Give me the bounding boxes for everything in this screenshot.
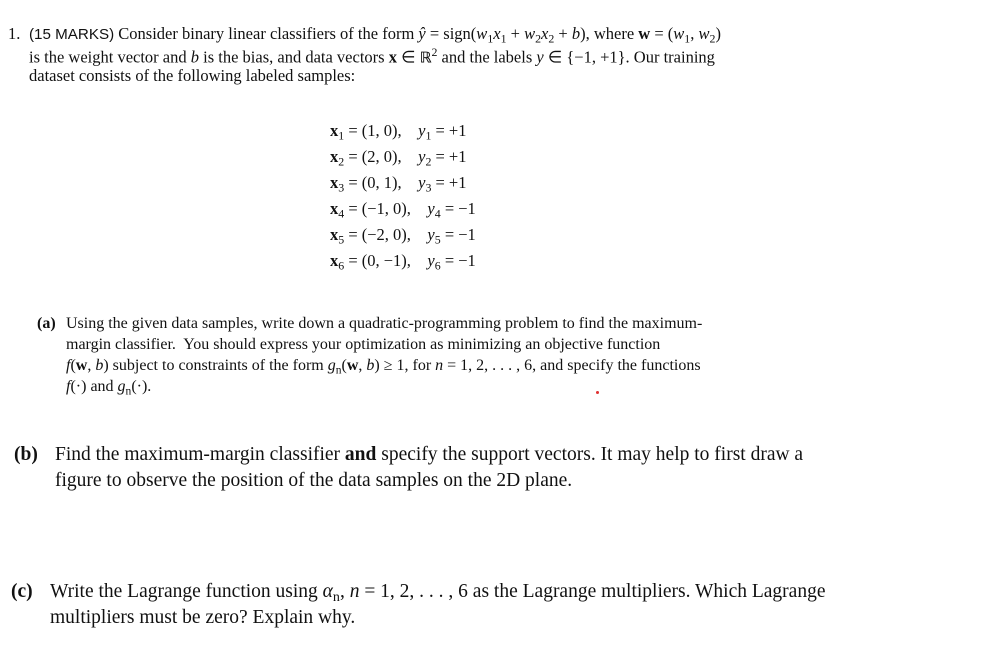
text-segment: n [332, 589, 340, 606]
text-segment: f [66, 378, 71, 395]
text-segment: multipliers must be zero? Explain why. [50, 607, 356, 628]
text-segment: ) subject to constraints of the form [103, 357, 328, 374]
text-segment: is the weight vector and [29, 47, 191, 67]
question-line [29, 24, 721, 47]
text-segment: x [330, 121, 339, 140]
part-b-line [55, 444, 803, 466]
text-segment: b [366, 357, 375, 374]
text-segment: x [330, 251, 339, 270]
text-segment: y [427, 225, 435, 244]
text-segment: Consider binary linear classifiers of the form [114, 24, 419, 43]
text-segment: x [388, 47, 397, 67]
text-segment: x [330, 199, 339, 218]
dataset-row [330, 225, 476, 248]
text-segment: ( [70, 357, 76, 374]
text-segment: specify the support vectors. It may help to first draw a [376, 444, 804, 465]
text-segment: x [330, 173, 339, 192]
text-segment: 2 [535, 31, 542, 46]
part-c-label: (c) [11, 581, 33, 602]
text-segment: ), where [580, 24, 639, 43]
text-segment: 6 [434, 258, 441, 273]
text-segment: x [541, 24, 549, 43]
text-segment: y [536, 47, 544, 67]
text-segment: ∈ {−1, +1}. Our training [543, 47, 715, 67]
text-segment: w [476, 24, 488, 43]
text-segment: 6 [338, 258, 345, 273]
text-segment: y [427, 251, 435, 270]
question-number: 1. [8, 24, 21, 43]
text-segment: ) ≥ 1, for [374, 357, 436, 374]
text-segment: = 1, 2, . . . , 6 as the Lagrange multipliers. Which Lagrange [359, 581, 826, 602]
text-segment: (·) and [70, 378, 118, 395]
text-segment: is the bias, and data vectors [199, 47, 389, 67]
dataset-row [330, 173, 467, 196]
text-segment: 1 [487, 31, 494, 46]
text-segment: ŷ [418, 24, 426, 43]
text-segment: n [335, 364, 342, 377]
text-segment: , [87, 357, 96, 374]
text-segment: = −1 [440, 251, 476, 270]
text-segment: x [493, 24, 501, 43]
text-segment: = −1 [440, 225, 476, 244]
red-dot-mark [596, 391, 599, 394]
text-segment: + [554, 24, 572, 43]
part-c-line [50, 607, 355, 629]
text-segment: x [330, 225, 339, 244]
text-segment: (·). [131, 378, 152, 395]
text-segment: 3 [338, 180, 345, 195]
part-b-label: (b) [14, 444, 38, 465]
part-a-line [66, 315, 702, 333]
text-segment: = ( [650, 24, 674, 43]
text-segment: ( [341, 357, 347, 374]
text-segment: y [418, 121, 426, 140]
text-segment: = −1 [440, 199, 476, 218]
text-segment: ) [715, 24, 721, 43]
text-segment: , [690, 24, 699, 43]
text-segment: ℝ [419, 48, 432, 67]
dataset-row [330, 121, 467, 144]
text-segment: α [322, 581, 333, 602]
text-segment: b [571, 24, 581, 43]
text-segment: Find the maximum-margin classifier [55, 444, 345, 465]
text-segment: + [506, 24, 525, 43]
text-segment: 2 [338, 154, 345, 169]
text-segment: 2 [548, 31, 555, 46]
text-segment: w [346, 357, 359, 374]
text-segment: (15 MARKS) [29, 26, 115, 43]
text-segment: w [698, 24, 710, 43]
text-segment: 1 [425, 128, 432, 143]
text-segment: = +1 [431, 173, 467, 192]
text-segment: 2 [709, 31, 716, 46]
text-segment: 2 [425, 154, 432, 169]
text-segment: g [327, 357, 336, 374]
text-segment: = (1, 0), [344, 121, 419, 140]
text-segment: = +1 [431, 121, 467, 140]
dataset-row [330, 147, 467, 170]
text-segment: , [358, 357, 367, 374]
text-segment: = 1, 2, . . . , 6, and specify the functions [443, 357, 701, 374]
text-segment: n [435, 357, 444, 374]
text-segment: = +1 [431, 147, 467, 166]
text-segment: margin classifier. You should express your optimization as minimizing an objective function [66, 336, 661, 353]
text-segment: w [638, 24, 651, 43]
text-segment: and the labels [437, 47, 537, 67]
text-segment: figure to observe the position of the data samples on the 2D plane. [55, 470, 573, 491]
part-a-line [66, 378, 151, 397]
text-segment: 5 [434, 232, 441, 247]
text-segment: w [673, 24, 685, 43]
text-segment: 3 [425, 180, 432, 195]
part-a-label: (a) [37, 315, 56, 332]
text-segment: 4 [434, 206, 441, 221]
question-line [29, 66, 355, 86]
text-segment: g [117, 378, 126, 395]
text-segment: n [125, 385, 132, 398]
text-segment: = (2, 0), [344, 147, 419, 166]
text-segment: = (0, 1), [344, 173, 419, 192]
text-segment: 1 [684, 31, 691, 46]
text-segment: f [66, 357, 71, 374]
question-line [29, 45, 715, 68]
text-segment: 1 [338, 128, 345, 143]
part-a-line [66, 336, 660, 354]
text-segment: = (−1, 0), [344, 199, 428, 218]
part-a-line [66, 357, 701, 376]
text-segment: Using the given data samples, write down a quadratic-programming problem to find the maximum- [66, 315, 703, 332]
text-segment: = (−2, 0), [344, 225, 428, 244]
text-segment: w [75, 357, 88, 374]
text-segment: 5 [338, 232, 345, 247]
text-segment: and [344, 444, 377, 465]
dataset-row [330, 251, 476, 274]
text-segment: x [330, 147, 339, 166]
text-segment: 2 [431, 45, 438, 59]
text-segment: b [190, 47, 199, 67]
text-segment: w [524, 24, 536, 43]
text-segment: y [427, 199, 435, 218]
text-segment: dataset consists of the following labeled samples: [29, 66, 356, 85]
text-segment: , [339, 581, 350, 602]
text-segment: 1 [500, 31, 507, 46]
dataset-row [330, 199, 476, 222]
text-segment: n [349, 581, 360, 602]
text-segment: Write the Lagrange function using [50, 581, 323, 602]
text-segment: = sign( [425, 24, 477, 43]
part-b-line [55, 470, 572, 492]
text-segment: b [95, 357, 104, 374]
text-segment: 4 [338, 206, 345, 221]
text-segment: y [418, 173, 426, 192]
text-segment: = (0, −1), [344, 251, 428, 270]
text-segment: y [418, 147, 426, 166]
text-segment: ∈ [396, 47, 420, 67]
part-c-line [50, 581, 826, 606]
